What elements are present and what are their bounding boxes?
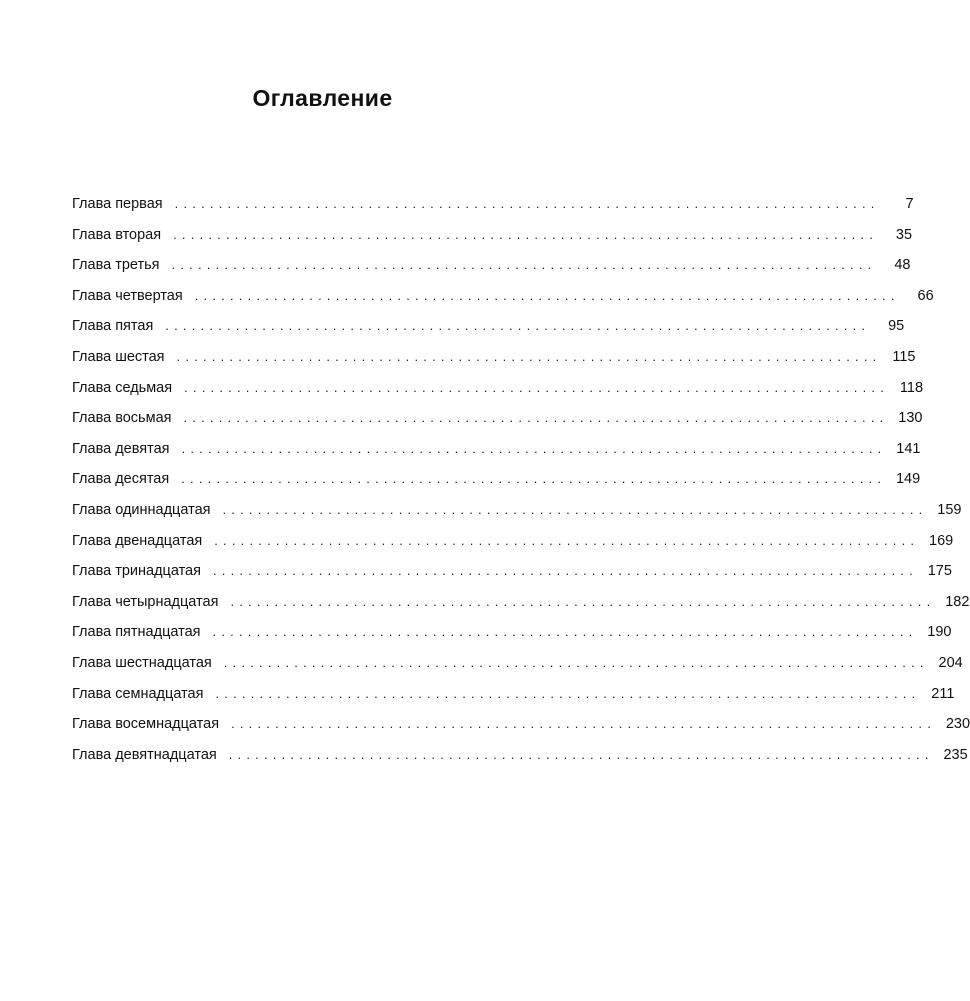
toc-entry-label: Глава десятая (72, 471, 170, 488)
toc-entry-page: 190 (927, 624, 952, 641)
toc-entry (72, 624, 952, 655)
toc-entry-label: Глава пятая (72, 318, 154, 335)
toc-entry-label: Глава одиннадцатая (72, 501, 211, 518)
toc-entry-page: 66 (917, 287, 934, 304)
toc-entry (72, 196, 914, 227)
dot-leader: ................................................................................ (173, 226, 879, 242)
toc-entry (72, 471, 921, 502)
toc-entry (72, 532, 954, 564)
toc-entry-page: 48 (894, 257, 911, 274)
toc-entry (72, 746, 968, 778)
toc-entry-label: Глава восемнадцатая (72, 716, 220, 733)
toc-entry (72, 440, 921, 472)
toc-entry-label: Глава шестая (72, 348, 165, 365)
toc-entry (72, 501, 962, 533)
dot-leader: ................................................................................ (231, 716, 937, 732)
toc-entry-page: 149 (895, 471, 921, 488)
toc-entry-label: Глава пятнадцатая (72, 624, 201, 641)
dot-leader: ................................................................................ (222, 501, 928, 517)
toc-entry (72, 563, 952, 594)
toc-entry-page: 35 (895, 226, 913, 243)
toc-entry (72, 257, 911, 288)
dot-leader: ................................................................................ (212, 563, 918, 579)
toc-entry (72, 593, 970, 625)
toc-entry-page: 141 (896, 440, 921, 457)
dot-leader: ................................................................................ (174, 196, 880, 211)
toc-entry (72, 318, 905, 349)
toc-entry-label: Глава четвертая (72, 287, 183, 304)
toc-entry-label: Глава седьмая (72, 379, 173, 396)
toc-entry-label: Глава девятая (72, 440, 170, 457)
toc-entry-page: 169 (929, 532, 954, 549)
dot-leader: ................................................................................ (215, 685, 921, 701)
toc-entry-page: 182 (945, 593, 970, 610)
toc-entry-label: Глава двенадцатая (72, 532, 203, 549)
toc-entry-label: Глава девятнадцатая (72, 746, 217, 763)
dot-leader: ................................................................................ (183, 410, 889, 426)
toc-entry-page: 211 (931, 685, 955, 702)
toc-entry (72, 287, 934, 319)
toc-entry-page: 115 (892, 348, 916, 365)
toc-entry-label: Глава первая (72, 196, 163, 212)
toc-entry-page: 159 (937, 501, 962, 518)
toc-entry-page: 175 (927, 563, 952, 580)
toc-entry (72, 348, 916, 380)
toc-entry (72, 226, 913, 258)
toc-entry (72, 410, 923, 441)
dot-leader: ................................................................................ (194, 287, 900, 303)
dot-leader: ................................................................................ (176, 348, 882, 364)
toc-entry-label: Глава шестнадцатая (72, 654, 212, 671)
toc-entry-page: 118 (899, 379, 924, 396)
dot-leader: ................................................................................ (181, 440, 887, 456)
dot-leader: ................................................................................ (230, 593, 936, 609)
toc-entry-page: 95 (888, 318, 905, 335)
toc-entry-label: Глава четырнадцатая (72, 593, 219, 610)
toc-entry-page: 204 (938, 654, 963, 671)
toc-entry-label: Глава семнадцатая (72, 685, 204, 702)
dot-leader: ................................................................................ (212, 624, 918, 640)
toc-entry-page: 130 (898, 410, 923, 427)
table-of-contents (72, 196, 970, 777)
dot-leader: ................................................................................ (181, 471, 887, 487)
toc-entry-page: 230 (945, 716, 970, 733)
dot-leader: ................................................................................ (165, 318, 871, 334)
toc-entry (72, 685, 955, 717)
dot-leader: ................................................................................ (184, 379, 890, 395)
dot-leader: ................................................................................ (228, 746, 934, 762)
toc-entry-label: Глава вторая (72, 226, 162, 243)
toc-entry-label: Глава тринадцатая (72, 563, 201, 580)
dot-leader: ................................................................................ (223, 654, 929, 670)
toc-entry-label: Глава восьмая (72, 410, 172, 427)
toc-entry (72, 654, 963, 686)
toc-entry-label: Глава третья (72, 257, 160, 274)
dot-leader: ................................................................................ (171, 257, 877, 273)
toc-entry-page: 235 (943, 746, 968, 763)
page-title: Оглавление (252, 85, 393, 111)
toc-entry (72, 379, 924, 411)
dot-leader: ................................................................................ (214, 532, 920, 548)
toc-entry (72, 716, 970, 747)
toc-entry-page: 7 (905, 196, 914, 212)
